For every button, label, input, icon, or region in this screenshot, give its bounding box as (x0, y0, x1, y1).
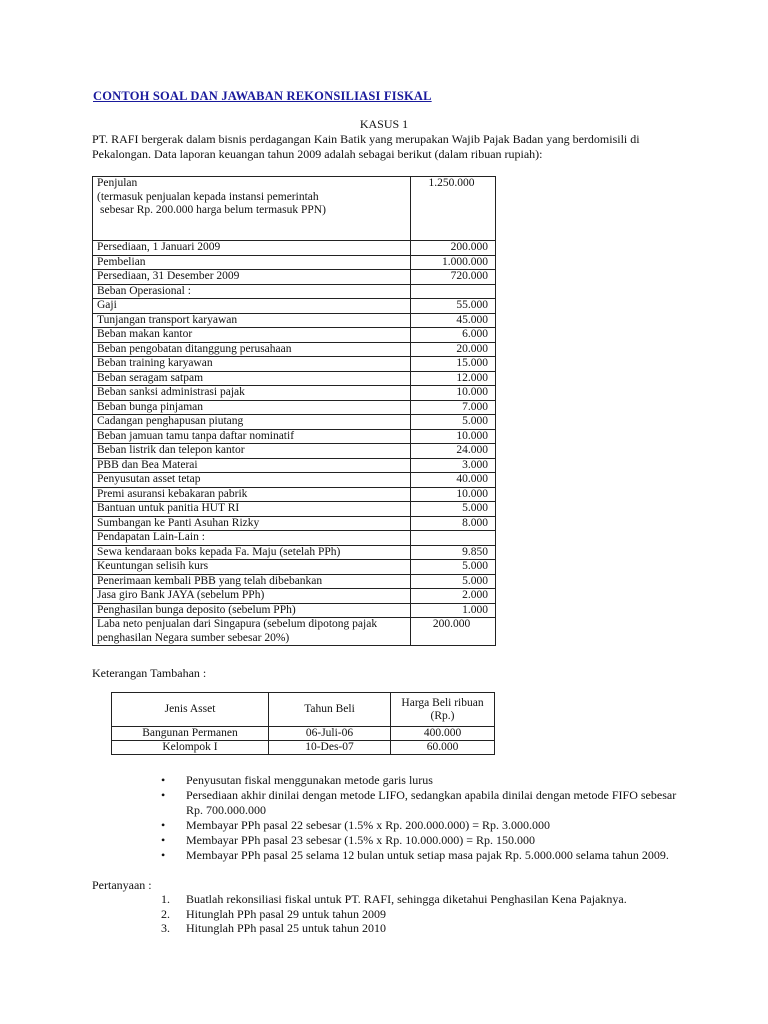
question-text: Buatlah rekonsiliasi fiskal untuk PT. RAFI, sehingga diketahui Penghasilan Kena Pajaknya. (186, 892, 627, 906)
table-cell-amount: 20.000 (411, 342, 496, 357)
list-item: • Penyusutan fiskal menggunakan metode garis lurus (161, 773, 433, 787)
table-row (93, 342, 496, 357)
question-number: 1. (161, 892, 170, 906)
table-cell-desc: Beban makan kantor (93, 328, 411, 343)
table-cell-amount: 10.000 (411, 487, 496, 502)
table-row (93, 177, 496, 241)
table-row (112, 727, 495, 741)
table-cell-amount: 200.000 (411, 618, 496, 646)
table-row (93, 415, 496, 430)
table-row (93, 299, 496, 314)
table-cell-desc: Beban listrik dan telepon kantor (93, 444, 411, 459)
table-cell-desc: Jasa giro Bank JAYA (sebelum PPh) (93, 589, 411, 604)
bullet-icon: • (161, 833, 166, 847)
table-cell-amount: 5.000 (411, 415, 496, 430)
document-title: CONTOH SOAL DAN JAWABAN REKONSILIASI FISKAL (93, 89, 432, 103)
table-cell-desc: Beban pengobatan ditanggung perusahaan (93, 342, 411, 357)
table-rows (93, 241, 496, 646)
table-row (93, 603, 496, 618)
table-row (93, 400, 496, 415)
table-cell-amount: 5.000 (411, 560, 496, 575)
table-cell-desc: Beban jamuan tamu tanpa daftar nominatif (93, 429, 411, 444)
table-row (93, 284, 496, 299)
asset-header-year: Tahun Beli (269, 693, 391, 727)
asset-header-type: Jenis Asset (112, 693, 269, 727)
table-cell-desc: Beban sanksi administrasi pajak (93, 386, 411, 401)
table-cell-amount: 24.000 (411, 444, 496, 459)
table-cell-amount: 3.000 (411, 458, 496, 473)
table-cell-amount: 10.000 (411, 429, 496, 444)
table-cell-desc: Cadangan penghapusan piutang (93, 415, 411, 430)
table-cell-amount: 2.000 (411, 589, 496, 604)
table-cell-desc: Persediaan, 1 Januari 2009 (93, 241, 411, 256)
asset-type: Kelompok I (112, 741, 269, 755)
list-item (161, 907, 691, 922)
table-row (93, 371, 496, 386)
table-cell-desc: PBB dan Bea Materai (93, 458, 411, 473)
bullet-icon: • (161, 788, 166, 802)
list-item: • Membayar PPh pasal 25 selama 12 bulan untuk setiap masa pajak Rp. 5.000.000 selama tahun 2009. (161, 848, 669, 862)
table-cell-desc: Persediaan, 31 Desember 2009 (93, 270, 411, 285)
table-cell-desc: Beban Operasional : (93, 284, 411, 299)
table-cell-amount: 1.000 (411, 603, 496, 618)
table-cell-amount: 9.850 (411, 545, 496, 560)
table-row (93, 429, 496, 444)
case-heading: KASUS 1 (359, 117, 409, 131)
table-row (93, 444, 496, 459)
table-cell-desc: Penghasilan bunga deposito (sebelum PPh) (93, 603, 411, 618)
asset-price: 400.000 (391, 727, 495, 741)
table-cell-desc: Beban training karyawan (93, 357, 411, 372)
list-item: • Membayar PPh pasal 23 sebesar (1.5% x Rp. 10.000.000) = Rp. 150.000 (161, 833, 536, 847)
table-row (93, 487, 496, 502)
table-cell-amount: 5.000 (411, 502, 496, 517)
table-cell-amount (411, 531, 496, 546)
table-cell-desc: Beban bunga pinjaman (93, 400, 411, 415)
question-number: 2. (161, 906, 170, 921)
additional-info-label: Keterangan Tambahan : (92, 666, 207, 680)
table-row (93, 313, 496, 328)
table-row (93, 531, 496, 546)
table-cell-desc: Tunjangan transport karyawan (93, 313, 411, 328)
table-row (93, 502, 496, 517)
list-item: • Persediaan akhir dinilai dengan metode LIFO, sedangkan apabila dinilai dengan metode FIFO sebesar Rp. 700.000.000 (161, 788, 677, 817)
financial-data-table (92, 176, 496, 646)
question-text: Hitunglah PPh pasal 29 untuk tahun 2009 (186, 906, 386, 921)
table-cell-amount: 40.000 (411, 473, 496, 488)
table-row (93, 574, 496, 589)
table-cell-amount: 1.250.000 (411, 177, 496, 241)
table-cell-desc: Premi asuransi kebakaran pabrik (93, 487, 411, 502)
table-cell-desc (93, 177, 411, 241)
table-cell-desc: Sumbangan ke Panti Asuhan Rizky (93, 516, 411, 531)
asset-year: 06-Juli-06 (269, 727, 391, 741)
table-row (93, 589, 496, 604)
list-item (161, 892, 691, 907)
question-number: 3. (161, 921, 170, 935)
table-cell-desc: Pembelian (93, 255, 411, 270)
questions-list (161, 892, 691, 936)
table-cell-desc: Penerimaan kembali PBB yang telah dibebankan (93, 574, 411, 589)
additional-notes-list (161, 773, 691, 863)
table-cell-amount (411, 284, 496, 299)
bullet-icon: • (161, 773, 166, 787)
table-cell-amount: 720.000 (411, 270, 496, 285)
table-row (93, 357, 496, 372)
table-row (93, 270, 496, 285)
asset-table-header (112, 693, 495, 727)
table-cell-amount: 15.000 (411, 357, 496, 372)
asset-type: Bangunan Permanen (112, 727, 269, 741)
sales-note-2: sebesar Rp. 200.000 harga belum termasuk PPN) (100, 204, 326, 216)
table-cell-desc: Penyusutan asset tetap (93, 473, 411, 488)
table-row (112, 741, 495, 755)
table-row (93, 516, 496, 531)
table-cell-amount: 6.000 (411, 328, 496, 343)
table-cell-amount: 55.000 (411, 299, 496, 314)
table-cell-amount: 200.000 (411, 241, 496, 256)
table-row (93, 545, 496, 560)
table-cell-desc: Gaji (93, 299, 411, 314)
table-cell-amount: 5.000 (411, 574, 496, 589)
sales-label: Penjulan (97, 177, 138, 189)
table-cell-desc: Keuntungan selisih kurs (93, 560, 411, 575)
table-row (93, 473, 496, 488)
list-item: • Membayar PPh pasal 22 sebesar (1.5% x Rp. 200.000.000) = Rp. 3.000.000 (161, 818, 551, 832)
table-cell-desc: Sewa kendaraan boks kepada Fa. Maju (setelah PPh) (93, 545, 411, 560)
table-row (93, 618, 496, 646)
case-intro: PT. RAFI bergerak dalam bisnis perdagangan Kain Batik yang merupakan Wajib Pajak Badan yang berdomisili di Pekalongan. Data laporan keuangan tahun 2009 adalah sebagai berikut (dalam ribuan rupiah): (92, 132, 640, 161)
table-row (93, 241, 496, 256)
table-row (93, 458, 496, 473)
table-cell-amount: 45.000 (411, 313, 496, 328)
table-row (93, 328, 496, 343)
table-cell-desc: Bantuan untuk panitia HUT RI (93, 502, 411, 517)
table-cell-desc: Laba neto penjualan dari Singapura (sebelum dipotong pajak penghasilan Negara sumber sebesar 20%) (93, 618, 411, 646)
asset-header-price: Harga Beli ribuan (Rp.) (391, 693, 495, 727)
question-text: Hitunglah PPh pasal 25 untuk tahun 2010 (186, 921, 386, 935)
table-row (93, 560, 496, 575)
table-cell-amount: 7.000 (411, 400, 496, 415)
table-cell-amount: 1.000.000 (411, 255, 496, 270)
asset-year: 10-Des-07 (269, 741, 391, 755)
table-row (93, 255, 496, 270)
table-cell-desc: Pendapatan Lain-Lain : (93, 531, 411, 546)
asset-price: 60.000 (391, 741, 495, 755)
table-row (93, 386, 496, 401)
questions-label: Pertanyaan : (92, 878, 152, 892)
list-item (161, 921, 691, 936)
table-cell-amount: 8.000 (411, 516, 496, 531)
table-cell-desc: Beban seragam satpam (93, 371, 411, 386)
asset-table (111, 692, 495, 755)
bullet-icon: • (161, 818, 166, 832)
sales-note-1: (termasuk penjualan kepada instansi pemerintah (97, 190, 319, 203)
bullet-icon: • (161, 848, 166, 862)
table-cell-amount: 10.000 (411, 386, 496, 401)
table-cell-amount: 12.000 (411, 371, 496, 386)
